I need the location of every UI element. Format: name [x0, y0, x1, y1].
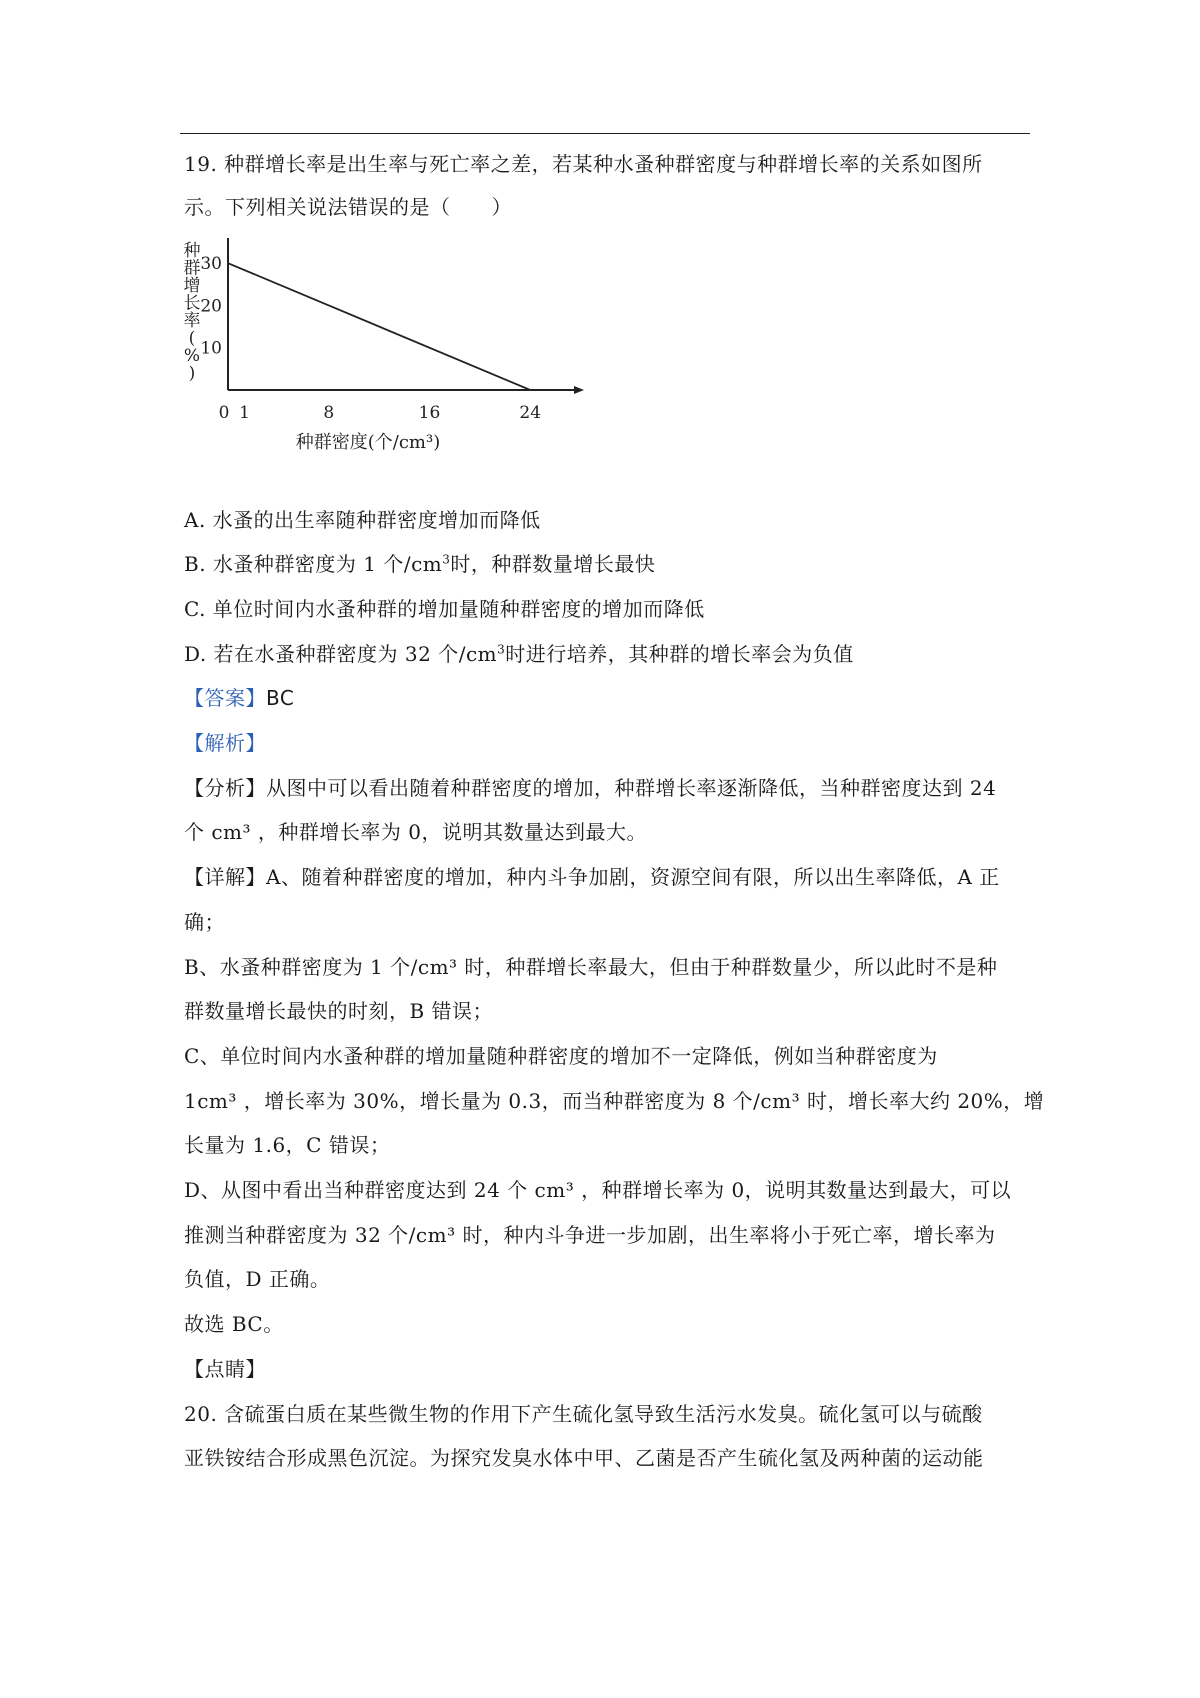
- q19-stem-line1: 19. 种群增长率是出生率与死亡率之差，若某种水蚤种群密度与种群增长率的关系如图所: [184, 152, 983, 176]
- q20-line2: 亚铁铵结合形成黑色沉淀。为探究发臭水体中甲、乙菌是否产生硫化氢及两种菌的运动能: [184, 1446, 984, 1470]
- series-line: [228, 263, 530, 390]
- y-axis-label-char: (: [188, 328, 196, 349]
- explain-b-line2: 群数量增长最快的时刻，B 错误；: [184, 999, 494, 1023]
- answer-tag: 【答案】: [184, 686, 266, 710]
- x-axis-label: 种群密度(个/cm³): [295, 432, 441, 453]
- xiangjie-line1: 【详解】A、随着种群密度的增加，种内斗争加剧，资源空间有限，所以出生率降低，A 正: [184, 865, 1000, 889]
- x-axis-arrow: [574, 386, 584, 394]
- option-b-sup: 3: [442, 552, 451, 567]
- explain-d-line3: 负值，D 正确。: [184, 1267, 331, 1291]
- dianjing-tag: 【点睛】: [184, 1357, 266, 1381]
- option-d-text: D. 若在水蚤种群密度为 32 个/cm: [184, 642, 498, 666]
- x-tick-label: 0: [218, 403, 230, 423]
- explain-c-line2: 1cm³ ，增长率为 30%，增长量为 0.3，而当种群密度为 8 个/cm³ 时，增长率大约 20%，增: [184, 1089, 1045, 1113]
- x-tick-label: 1: [239, 403, 251, 423]
- y-tick-label: 20: [200, 296, 222, 317]
- x-tick-label: 16: [418, 403, 441, 423]
- select-answer: 故选 BC。: [184, 1312, 284, 1336]
- y-axis-label-char: 种: [183, 241, 201, 261]
- option-a: A. 水蚤的出生率随种群密度增加而降低: [184, 508, 541, 532]
- q19-stem-line2: 示。下列相关说法错误的是（ ）: [184, 195, 512, 219]
- fenxi-line2: 个 cm³ ，种群增长率为 0，说明其数量达到最大。: [184, 820, 647, 844]
- x-tick-label: 8: [323, 403, 335, 423]
- y-axis-label-char: 群: [183, 258, 201, 279]
- y-axis-label-char: %: [183, 346, 201, 366]
- chart-axes: [224, 238, 584, 394]
- y-axis-label-char: 率: [183, 311, 201, 331]
- option-d-tail: 时进行培养，其种群的增长率会为负值: [505, 642, 854, 666]
- fenxi-line1: 【分析】从图中可以看出随着种群密度的增加，种群增长率逐渐降低，当种群密度达到 24: [184, 776, 997, 800]
- explain-c-line3: 长量为 1.6，C 错误；: [184, 1133, 391, 1157]
- q20-line1: 20. 含硫蛋白质在某些微生物的作用下产生硫化氢导致生活污水发臭。硫化氢可以与硫酸: [184, 1402, 983, 1426]
- density-growth-chart: [176, 238, 586, 498]
- y-tick-label: 30: [200, 254, 222, 275]
- option-b-text: B. 水蚤种群密度为 1 个/cm: [184, 552, 443, 576]
- answer-line: [184, 684, 294, 712]
- option-d-sup: 3: [497, 642, 506, 657]
- option-d: [184, 640, 854, 668]
- option-b: [184, 550, 655, 578]
- y-axis-label-char: 长: [183, 293, 201, 314]
- chart-series: [228, 263, 530, 390]
- chart-ticks: [200, 254, 541, 423]
- option-b-tail: 时，种群数量增长最快: [450, 552, 656, 576]
- explain-b-line1: B、水蚤种群密度为 1 个/cm³ 时，种群增长率最大，但由于种群数量少，所以此时不是种: [184, 955, 998, 979]
- explain-c-line1: C、单位时间内水蚤种群的增加量随种群密度的增加不一定降低，例如当种群密度为: [184, 1044, 938, 1068]
- answer-value: BC: [266, 686, 295, 710]
- explain-d-line2: 推测当种群密度为 32 个/cm³ 时，种内斗争进一步加剧，出生率将小于死亡率，增长率为: [184, 1223, 996, 1247]
- option-c: C. 单位时间内水蚤种群的增加量随种群密度的增加而降低: [184, 597, 705, 621]
- y-axis-label: [184, 241, 201, 384]
- explain-d-line1: D、从图中看出当种群密度达到 24 个 cm³ ，种群增长率为 0，说明其数量达到最大，可以: [184, 1178, 1012, 1202]
- xiangjie-line2: 确；: [184, 910, 225, 934]
- header-rule: [180, 133, 1030, 134]
- x-tick-label: 24: [519, 403, 542, 423]
- y-axis-label-char: ): [188, 363, 196, 384]
- y-tick-label: 10: [200, 338, 222, 359]
- analysis-tag: 【解析】: [184, 731, 266, 755]
- y-axis-label-char: 增: [183, 276, 201, 296]
